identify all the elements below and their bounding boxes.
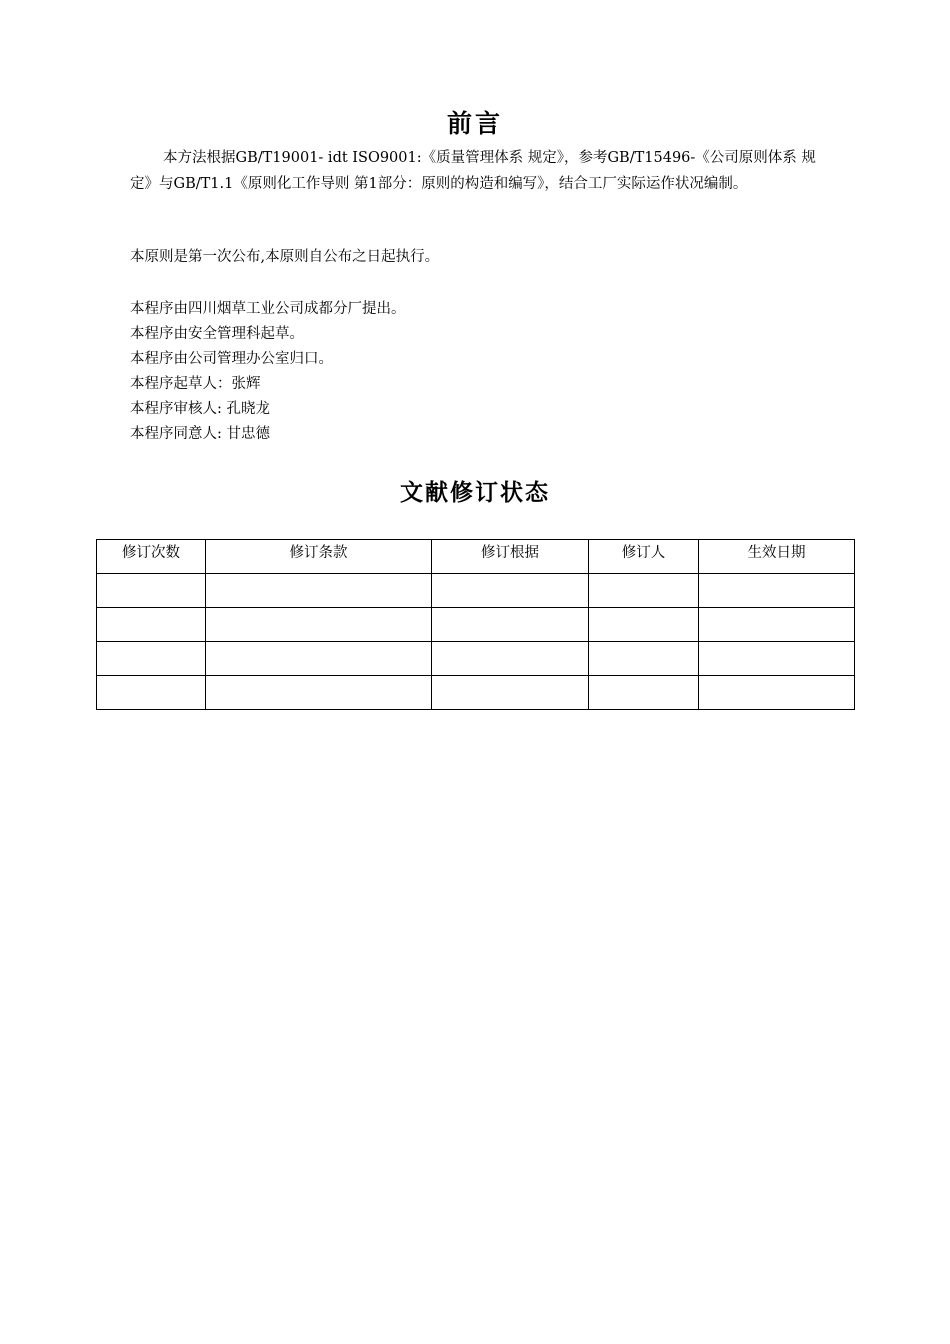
- preface-line-drafter: 本程序起草人：张辉: [130, 376, 261, 392]
- preface-paragraph-publication: 本原则是第一次公布,本原则自公布之日起执行。: [130, 249, 440, 265]
- preface-paragraph-basis: 本方法根据GB/T19001- idt ISO9001:《质量管理体系 规定》，参考GB/T15496-《公司原则体系 规定》与GB/T1.1《原则化工作导则 第1部分：原则的构造和编写》，结合工厂实际运作状况编制。: [130, 150, 816, 192]
- table-cell: [97, 608, 206, 642]
- preface-line-reviewer: 本程序审核人: 孔晓龙: [130, 401, 270, 417]
- header-reviser: 修订人: [589, 540, 699, 574]
- header-revision-clause: 修订条款: [206, 540, 432, 574]
- table-cell: [699, 642, 855, 676]
- preface-line-administrator: 本程序由公司管理办公室归口。: [130, 351, 333, 367]
- table-cell: [589, 608, 699, 642]
- table-cell: [206, 608, 432, 642]
- preface-line-proposer: 本程序由四川烟草工业公司成都分厂提出。: [130, 301, 406, 317]
- header-effective-date: 生效日期: [699, 540, 855, 574]
- preface-line-approver: 本程序同意人: 甘忠德: [130, 426, 270, 442]
- table-cell: [97, 642, 206, 676]
- preface-title: 前言: [446, 109, 503, 138]
- table-cell: [432, 676, 589, 710]
- table-cell: [432, 574, 589, 608]
- table-cell: [589, 574, 699, 608]
- revision-status-title: 文献修订状态: [400, 479, 550, 506]
- table-cell: [699, 676, 855, 710]
- header-revision-number: 修订次数: [97, 540, 206, 574]
- table-cell: [589, 676, 699, 710]
- table-cell: [206, 574, 432, 608]
- table-cell: [432, 608, 589, 642]
- revision-status-table: [96, 539, 855, 710]
- header-revision-basis: 修订根据: [432, 540, 589, 574]
- table-cell: [206, 676, 432, 710]
- table-cell: [432, 642, 589, 676]
- preface-line-drafting-dept: 本程序由安全管理科起草。: [130, 326, 304, 342]
- table-cell: [206, 642, 432, 676]
- table-row: [97, 574, 855, 608]
- table-cell: [97, 574, 206, 608]
- table-header-row: [97, 540, 855, 574]
- table-row: [97, 642, 855, 676]
- table-cell: [589, 642, 699, 676]
- table-row: [97, 676, 855, 710]
- table-row: [97, 608, 855, 642]
- table-cell: [699, 574, 855, 608]
- table-cell: [699, 608, 855, 642]
- table-cell: [97, 676, 206, 710]
